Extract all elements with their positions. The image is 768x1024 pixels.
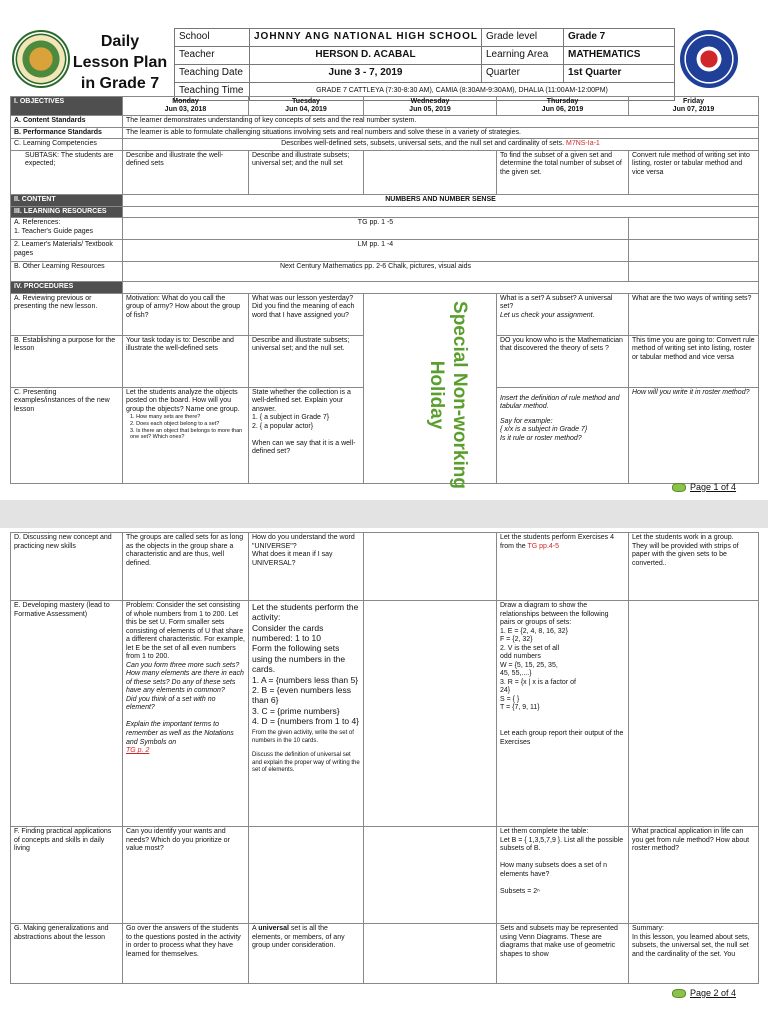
day-wednesday: Wednesday Jun 05, 2019	[364, 97, 497, 116]
procedure-d-thursday: Let the students perform Exercises 4 from the TG pp.4-5	[497, 533, 629, 601]
references-label: A. References: 1. Teacher's Guide pages	[11, 218, 123, 240]
day-friday: Friday Jun 07, 2019	[629, 97, 759, 116]
procedure-c-friday: How will you write it in roster method?	[629, 387, 759, 483]
school-label: School	[175, 29, 250, 47]
procedure-a-tuesday: What was our lesson yesterday? Did you find the meaning of each word that I have assigned you?	[249, 293, 364, 335]
procedure-f-monday: Can you identify your wants and needs? Which do you prioritize or value most?	[123, 827, 249, 924]
procedure-a-thursday: What is a set? A subset? A universal set? Let us check your assignment.	[497, 293, 629, 335]
page-flag-icon	[672, 483, 686, 492]
procedure-c-monday: Let the students analyze the objects posted on the board. How will you group the objects? Name one group. 1. How many sets are there? 2. Does each object belong to a set? 3. Is there an object that belongs to more than one set? Which ones?	[123, 387, 249, 483]
other-resources-friday	[629, 262, 759, 282]
learning-area-value: MATHEMATICS	[564, 47, 675, 65]
procedure-a-friday: What are the two ways of writing sets?	[629, 293, 759, 335]
procedure-b-monday: Your task today is to: Describe and illustrate the well-defined sets	[123, 335, 249, 387]
quarter-label: Quarter	[482, 65, 564, 83]
page-2-indicator[interactable]: Page 2 of 4	[672, 988, 736, 999]
performance-standards-text: The learner is able to formulate challenging situations involving sets and real numbers and solve these in a variety of strategies.	[123, 127, 759, 139]
subtask-tuesday: Describe and illustrate subsets; universal set; and the null set	[249, 150, 364, 194]
procedure-f-wednesday	[364, 827, 497, 924]
procedure-g-monday: Go over the answers of the students to the questions posted in the activity in order to process what they have learned for themselves.	[123, 924, 249, 984]
procedure-c-label: C. Presenting examples/instances of the new lesson	[11, 387, 123, 483]
content-standards-text: The learner demonstrates understanding of key concepts of sets and the real number system.	[123, 116, 759, 128]
procedure-f-friday: What practical application in life can you get from rule method? How about roster method?	[629, 827, 759, 924]
day-tuesday: Tuesday Jun 04, 2019	[249, 97, 364, 116]
procedure-f-label: F. Finding practical applications of concepts and skills in daily living	[11, 827, 123, 924]
procedure-d-friday: Let the students work in a group. They will be provided with strips of paper with the given sets to be converted..	[629, 533, 759, 601]
procedure-f-tuesday	[249, 827, 364, 924]
teachers-guide-friday	[629, 218, 759, 240]
header-table	[174, 28, 675, 101]
procedure-b-label: B. Establishing a purpose for the lesson	[11, 335, 123, 387]
procedure-g-label: G. Making generalizations and abstractions about the lesson	[11, 924, 123, 984]
quarter-value: 1st Quarter	[564, 65, 675, 83]
teacher-name: HERSON D. ACABAL	[250, 47, 482, 65]
procedure-e-friday	[629, 601, 759, 827]
procedure-e-thursday: Draw a diagram to show the relationships between the following pairs or groups of sets: 1. E = {2, 4, 8, 16, 32} F = {2, 32} 2. V is the set of all odd numbers W = {5, 15, 25, 35, 45, 55,....} 3. R = {x | x is a factor of 24} S = { } T = {7, 9, 11} Let each group report their output of the Exercises	[497, 601, 629, 827]
section-objectives: I. OBJECTIVES	[11, 97, 123, 116]
procedures-blank	[123, 282, 759, 294]
section-content: II. CONTENT	[11, 194, 123, 206]
teachers-guide-pages: TG pp. 1 -5	[123, 218, 629, 240]
teaching-time-value: GRADE 7 CATTLEYA (7:30-8:30 AM), CAMIA (8:30AM-9:30AM), DHALIA (11:00AM-12:00PM)	[250, 83, 675, 101]
teaching-time-label: Teaching Time	[175, 83, 250, 101]
procedure-e-label: E. Developing mastery (lead to Formative Assessment)	[11, 601, 123, 827]
procedure-c-item-2: 2. Does each object belong to a set?	[130, 421, 220, 428]
school-name: JOHNNY ANG NATIONAL HIGH SCHOOL	[250, 29, 482, 47]
holiday-banner	[400, 300, 470, 490]
procedure-c-thursday: Insert the definition of rule method and tabular method. Say for example: { x/x is a subject in Grade 7} Is it rule or roster method?	[497, 387, 629, 483]
procedure-g-wednesday	[364, 924, 497, 984]
procedure-a-monday: Motivation: What do you call the group of army? How about the group of fish?	[123, 293, 249, 335]
holiday-text: Special Non-working Holiday	[426, 301, 470, 489]
learning-competencies-text: Describes well-defined sets, subsets, universal sets, and the null set and cardinality of sets. M7NS-Ia-1	[123, 139, 759, 151]
competency-code: M7NS-Ia-1	[565, 140, 600, 148]
grade-level-label: Grade level	[482, 29, 564, 47]
procedure-c-tuesday: State whether the collection is a well-defined set. Explain your answer. 1. { a subject in Grade 7} 2. { a popular actor} When can we say that it is a well-defined set?	[249, 387, 364, 483]
procedure-e-wednesday	[364, 601, 497, 827]
resources-blank	[123, 206, 759, 218]
content-standards-label: A. Content Standards	[11, 116, 123, 128]
other-resources-text: Next Century Mathematics pp. 2-6 Chalk, pictures, visual aids	[123, 262, 629, 282]
procedure-d-tuesday: How do you understand the word "UNIVERSE"? What does it mean if I say UNIVERSAL?	[249, 533, 364, 601]
learners-materials-label: 2. Learner's Materials/ Textbook pages	[11, 240, 123, 262]
procedure-g-tuesday: A universal set is all the elements, or members, of any group under consideration.	[249, 924, 364, 984]
learners-materials-pages: LM pp. 1 -4	[123, 240, 629, 262]
school-seal-icon	[12, 30, 70, 88]
performance-standards-label: B. Performance Standards	[11, 127, 123, 139]
procedure-b-friday: This time you are going to: Convert rule method of writing set into listing, roster or tabular method and vice versa	[629, 335, 759, 387]
procedure-d-label: D. Discussing new concept and practicing new skills	[11, 533, 123, 601]
procedure-a-label: A. Reviewing previous or presenting the new lesson.	[11, 293, 123, 335]
procedure-e-tuesday: Let the students perform the activity: Consider the cards numbered: 1 to 10 Form the following sets using the numbers in the cards. 1. A = {numbers less than 5} 2. B = {even numbers less than 6} 3. C = {prime numbers} 4. D = {numbers from 1 to 4} From the given activity, write the set of numbers in the 10 cards. Discuss the definition of universal set and explain the proper way of writing the set of elements.	[249, 601, 364, 827]
procedure-f-thursday: Let them complete the table: Let B = { 1,3,5,7,9 }. List all the possible subsets of B. How many subsets does a set of n elements have? Subsets = 2ⁿ	[497, 827, 629, 924]
procedure-b-thursday: DO you know who is the Mathematician that discovered the theory of sets ?	[497, 335, 629, 387]
learning-area-label: Learning Area	[482, 47, 564, 65]
day-thursday: Thursday Jun 06, 2019	[497, 97, 629, 116]
procedure-g-friday: Summary: In this lesson, you learned about sets, subsets, the universal set, the null set and the cardinality of the set. You	[629, 924, 759, 984]
page-2	[0, 528, 768, 1024]
day-monday: Monday Jun 03, 2018	[123, 97, 249, 116]
subtask-thursday: To find the subset of a given set and determine the total number of subset of the given set.	[497, 150, 629, 194]
page-1-indicator[interactable]: Page 1 of 4	[672, 482, 736, 493]
procedure-d-wednesday	[364, 533, 497, 601]
subtask-friday: Convert rule method of writing set into listing, roster or tabular method and vice versa	[629, 150, 759, 194]
procedure-b-tuesday: Describe and illustrate subsets; universal set; and the null set.	[249, 335, 364, 387]
subtask-wednesday	[364, 150, 497, 194]
procedure-e-monday: Problem: Consider the set consisting of whole numbers from 1 to 200. Let this be set U. Form smaller sets consisting of elements of U that share a different characteristic. For example, let E be the set of all even numbers from 1 to 200. Can you form three more such sets? How many elements are there in each of these sets? Do any of these sets have any elements in common? Did you think of a set with no element? Explain the important terms to remember as well as the Notations and Symbols on TG p. 2	[123, 601, 249, 827]
other-resources-label: B. Other Learning Resources	[11, 262, 123, 282]
page-1	[0, 0, 768, 500]
subtask-label: SUBTASK: The students are expected;	[11, 150, 123, 194]
procedure-g-thursday: Sets and subsets may be represented using Venn Diagrams. These are diagrams that make use of geometric shapes to show	[497, 924, 629, 984]
procedure-c-item-3: 3. Is there an object that belongs to more than one set? Which ones?	[130, 427, 243, 441]
document-title: Daily Lesson Plan in Grade 7	[72, 33, 168, 92]
teacher-label: Teacher	[175, 47, 250, 65]
grade-level-value: Grade 7	[564, 29, 675, 47]
procedure-c-item-1: 1. How many sets are there?	[130, 414, 201, 421]
teaching-date-label: Teaching Date	[175, 65, 250, 83]
lesson-plan-table-p2	[10, 532, 759, 984]
page-gap	[0, 500, 768, 528]
section-procedures: IV. PROCEDURES	[11, 282, 123, 294]
subtask-monday: Describe and illustrate the well-defined sets	[123, 150, 249, 194]
content-text: NUMBERS AND NUMBER SENSE	[123, 194, 759, 206]
lesson-plan-table-p1	[10, 96, 759, 484]
teaching-date-value: June 3 - 7, 2019	[250, 65, 482, 83]
section-learning-resources: III. LEARNING RESOURCES	[11, 206, 123, 218]
procedure-d-monday: The groups are called sets for as long as the objects in the group share a characteristic and are thus, well defined.	[123, 533, 249, 601]
learners-materials-friday	[629, 240, 759, 262]
learning-competencies-label: C. Learning Competencies	[11, 139, 123, 151]
page-flag-icon	[672, 989, 686, 998]
deped-seal-icon	[680, 30, 738, 88]
